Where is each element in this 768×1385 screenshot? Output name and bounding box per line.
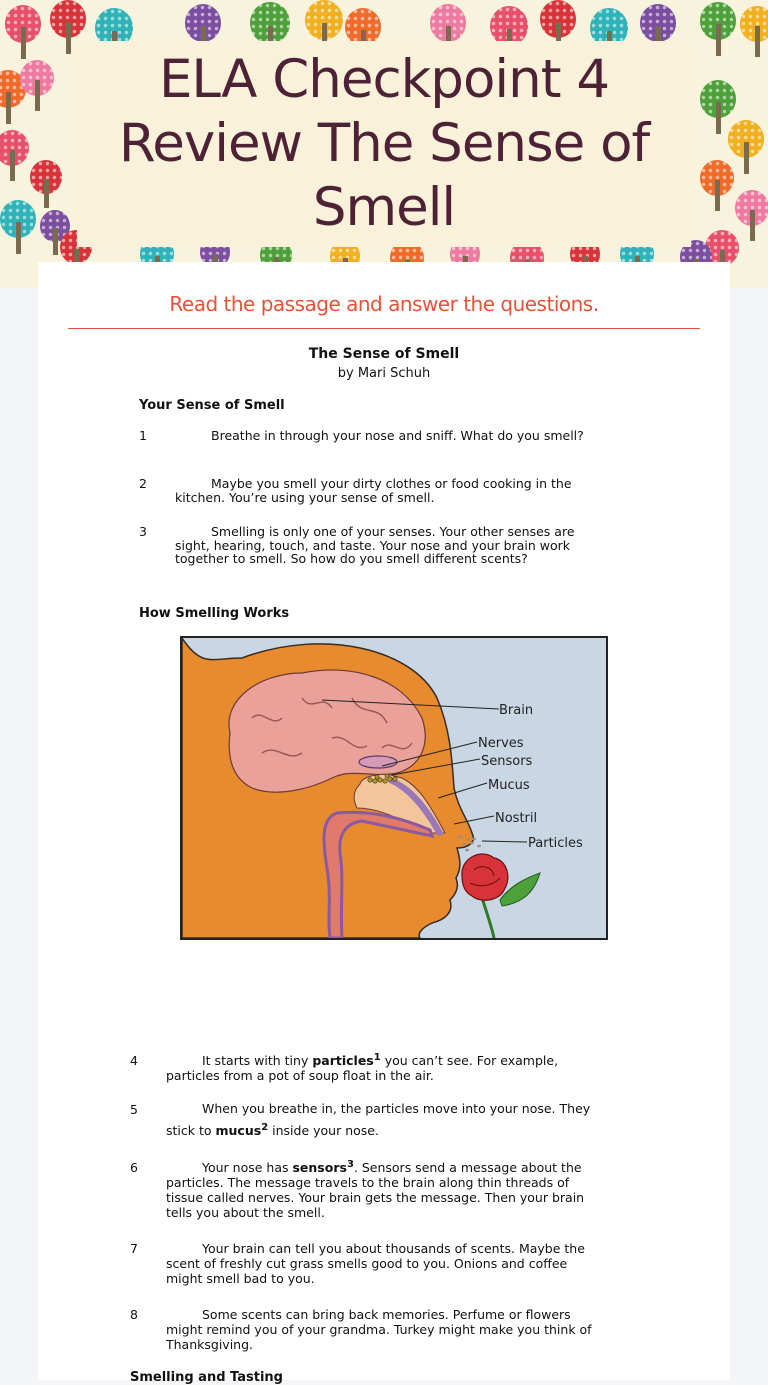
paragraph-number: 4 [130,1053,138,1068]
paragraph [139,429,609,443]
tree-decoration [700,160,734,224]
label-mucus: Mucus [488,778,530,793]
worksheet-card [38,262,730,1385]
passage-title: The Sense of Smell [308,346,460,362]
paragraph [139,477,609,504]
tree-decoration [20,60,54,124]
divider [68,328,700,329]
title-box [77,41,691,247]
footnote-marker: 1 [373,1051,381,1063]
diagram-illustration [182,638,606,938]
tree-decoration [0,130,29,194]
rose-icon [462,854,540,938]
paragraph-text: Breathe in through your nose and sniff. What do you smell? [211,428,584,443]
section-heading: How Smelling Works [139,606,290,621]
paragraph-number: 5 [130,1102,138,1117]
label-particles: Particles [528,836,583,851]
vocab-term: mucus [215,1123,262,1138]
paragraph [130,1241,600,1286]
paragraph-number: 7 [130,1241,138,1256]
paragraph-number: 1 [139,428,147,443]
page-title: ELA Checkpoint 4 Review The Sense of Smell [118,49,650,238]
paragraph [130,1053,600,1083]
paragraph-number: 8 [130,1307,138,1322]
label-nostril: Nostril [495,811,538,826]
footnote-marker: 3 [346,1158,354,1170]
paragraph-text: Smelling is only one of your senses. Your other senses are sight, hearing, touch, and taste. Your nose and your brain work together to smell. So how do you smell different scents? [175,524,575,566]
paragraph-text: It starts with tiny particles$^1$ you can’t see. For example, particles from a pot of soup float in the air. [166,1051,559,1083]
paragraph-text: When you breathe in, the particles move into your nose. They stick to mucus$^2$ inside your nose. [166,1101,591,1138]
paragraph-text: Maybe you smell your dirty clothes or food cooking in the kitchen. You’re using your sense of smell. [175,476,572,505]
paragraph-number: 3 [139,524,147,539]
vocab-term: sensors [292,1160,347,1175]
passage-author: by Mari Schuh [337,366,431,381]
instructions: Read the passage and answer the questions. [169,292,599,316]
vocab-term: particles [312,1053,374,1068]
tree-decoration [0,200,36,266]
section-heading: Smelling and Tasting [130,1370,283,1385]
paragraph [130,1307,600,1352]
tree-decoration [700,2,736,68]
label-brain: Brain [499,703,534,718]
header-banner [0,0,768,288]
paragraph [130,1160,600,1220]
olfactory-bulb [359,756,397,768]
paragraph [130,1102,600,1142]
tree-decoration [735,190,768,254]
paragraph-text: Some scents can bring back memories. Perfume or flowers might remind you of your grandma. Turkey might make you think of Thanksgiving. [166,1307,592,1352]
paragraph [139,525,609,566]
paragraph-text: Your nose has sensors$^3$. Sensors send a message about the particles. The message travels to the brain along thin threads of tissue called nerves. Your brain gets the message. Then your brain tells you about the smell. [166,1158,585,1220]
footnote-marker: 2 [261,1121,269,1133]
tree-decoration [740,6,768,70]
label-sensors: Sensors [481,754,533,769]
paragraph-number: 2 [139,476,147,491]
paragraph-text: Your brain can tell you about thousands of scents. Maybe the scent of freshly cut grass smells good to you. Onions and coffee might smell bad to you. [166,1241,585,1286]
paragraph-number: 6 [130,1160,138,1175]
label-nerves: Nerves [478,736,524,751]
sense-of-smell-diagram [180,636,608,940]
section-heading: Your Sense of Smell [139,398,285,413]
